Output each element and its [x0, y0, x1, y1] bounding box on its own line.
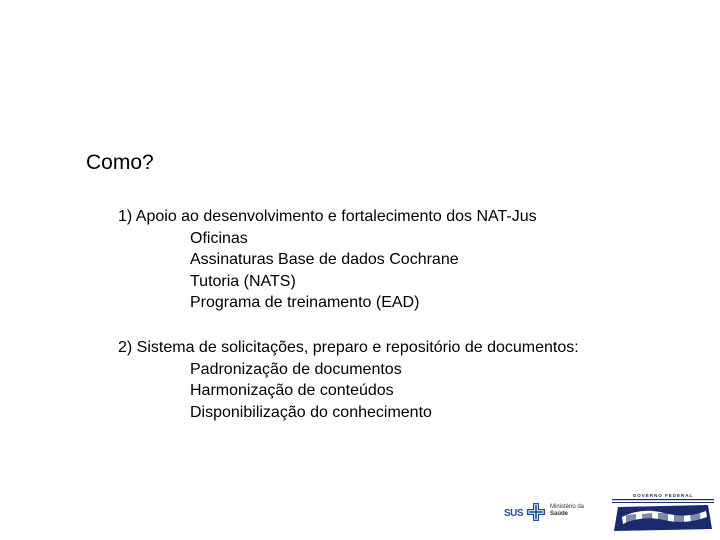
section-item: Disponibilização do conhecimento	[190, 403, 432, 421]
section-2	[118, 337, 579, 423]
section-item: Harmonização de conteúdos	[190, 382, 394, 399]
brasil-wordmark-icon	[612, 493, 714, 533]
section-item: Programa de treinamento (EAD)	[190, 294, 420, 311]
slide-title: Como?	[86, 151, 154, 174]
section-item: Padronização de documentos	[190, 360, 402, 378]
governo-federal-logo	[612, 493, 714, 533]
section-heading: 1) Apoio ao desenvolvimento e fortalecimento dos NAT-Jus	[118, 208, 537, 225]
section-1	[118, 206, 537, 314]
ministerio-line2: Saúde	[550, 511, 569, 517]
section-item: Assinaturas Base de dados Cochrane	[190, 251, 459, 268]
health-cross-icon	[526, 502, 546, 522]
section-heading: 2) Sistema de solicitações, preparo e repositório de documentos:	[118, 339, 579, 356]
footer-logos	[500, 493, 715, 533]
ministerio-saude-logo	[550, 504, 584, 518]
governo-caption: GOVERNO FEDERAL	[632, 493, 694, 498]
ministerio-line1: Ministério da	[550, 504, 585, 510]
section-item: Oficinas	[190, 229, 248, 247]
section-item: Tutoria (NATS)	[190, 272, 296, 290]
sus-logo: SUS	[504, 508, 524, 519]
